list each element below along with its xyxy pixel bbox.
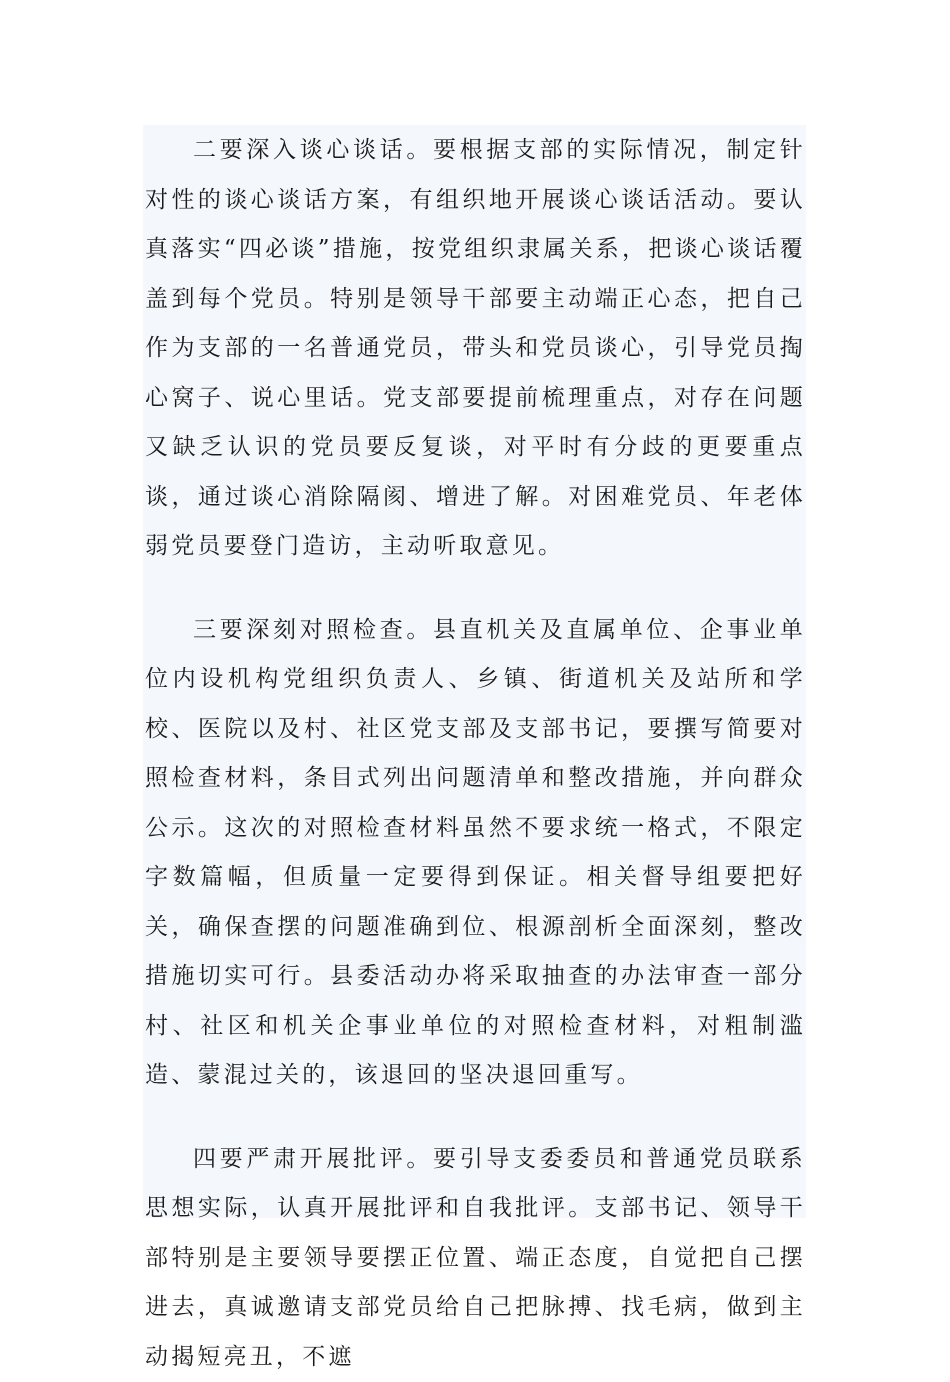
- paragraph-criticism: 四要严肃开展批评。要引导支委委员和普通党员联系思想实际，认真开展批评和自我批评。支部书记、领导干部特别是主要领导要摆正位置、端正态度，自觉把自己摆进去，真诚邀请支部党员给自己把脉搏、找毛病，做到主动揭短亮丑，不遮: [143, 1135, 806, 1382]
- paragraph-talk-heart-to-heart: 二要深入谈心谈话。要根据支部的实际情况，制定针对性的谈心谈话方案，有组织地开展谈心谈话活动。要认真落实“四必谈”措施，按党组织隶属关系，把谈心谈话覆盖到每个党员。特别是领导干部要主动端正心态，把自己作为支部的一名普通党员，带头和党员谈心，引导党员掏心窝子、说心里话。党支部要提前梳理重点，对存在问题又缺乏认识的党员要反复谈，对平时有分歧的更要重点谈，通过谈心消除隔阂、增进了解。对困难党员、年老体弱党员要登门造访，主动听取意见。: [143, 126, 806, 572]
- paragraph-self-examination: 三要深刻对照检查。县直机关及直属单位、企事业单位内设机构党组织负责人、乡镇、街道机关及站所和学校、医院以及村、社区党支部及支部书记，要撰写简要对照检查材料，条目式列出问题清单和整改措施，并向群众公示。这次的对照检查材料虽然不要求统一格式，不限定字数篇幅，但质量一定要得到保证。相关督导组要把好关，确保查摆的问题准确到位、根源剖析全面深刻，整改措施切实可行。县委活动办将采取抽查的办法审查一部分村、社区和机关企事业单位的对照检查材料，对粗制滥造、蒙混过关的，该退回的坚决退回重写。: [143, 606, 806, 1101]
- document-text-block: [143, 125, 806, 1218]
